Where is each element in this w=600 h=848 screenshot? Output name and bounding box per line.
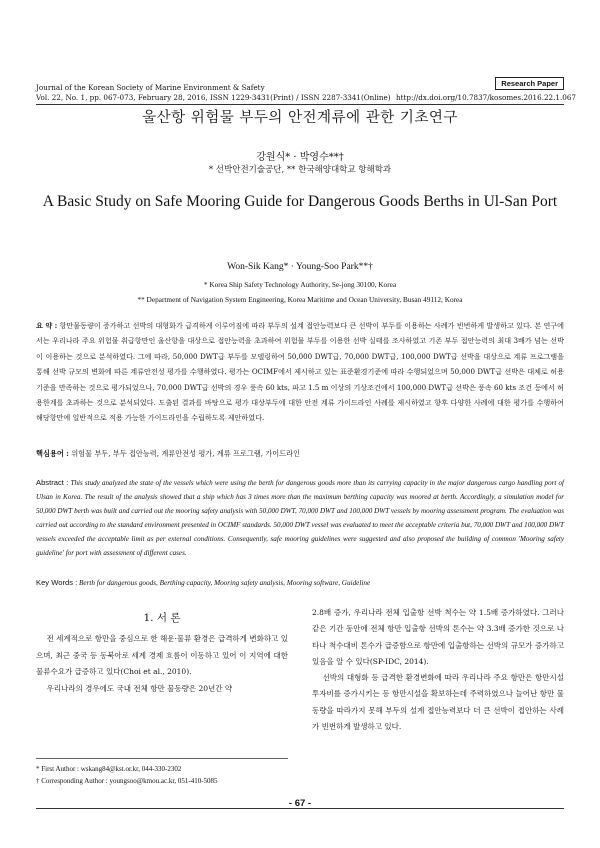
abstract-korean-text: 항만물동량이 증가하고 선박의 대형화가 급격하게 이루어짐에 따라 부두의 설계 접안능력보다 큰 선박이 부두를 이용하는 사례가 빈번하게 발생하고 있다. 본 연구에서는 우리나라 주요 위험물 취급항만인 울산항을 대상으로 접안능력을 초과하여 위험물 부두를 이용한 선박 실태를 조사하였고 기존 부두 접안능력의 최대 3배가 넘는 선박이 이용하는 것으로 분석하였다. 그에 따라, 50,000 DWT급 부두를 모델링하여 50,000 DWT급, 70,000 DWT급, 100,000 DWT급 선박을 대상으로 계류 프로그램을 통해 선박 규모의 변화에 따른 계류안전성 평가를 수행하였다. 평가는 OCIMF에서 제시하고 있는 표준환경기준에 따라 수행되었으며 50,000 DWT급 선박은 대체로 허용기준을 만족하는 것으로 평가되었으나, 70,000 DWT급 선박의 경우 풍속 60 kts, 파고 1.5 m 이상의 기상조건에서 100,000 DWT급 선박은 풍속 60 kts 조건 등에서 허용한계를 초과하는 것으로 분석되었다. 도출된 결과를 바탕으로 평가 대상부두에 대한 안전 계류 가이드라인 사례를 제시하였고 향후 다양한 사례에 대한 평가를 수행하여 해당항만에 일반적으로 적용 가능한 가이드라인을 수립하도록 제안하였다. [36, 321, 565, 423]
abstract-korean-label: 요 약 : [36, 321, 58, 330]
footer-rule [36, 808, 564, 809]
footnote-corresponding-author: † Corresponding Author : youngsoo@kmou.ac.kr, 051-410-5085 [36, 777, 218, 785]
journal-header [36, 83, 576, 103]
abstract-english [36, 476, 564, 561]
keywords-english-label: Key Words : [36, 578, 78, 587]
abstract-english-label: Abstract : [36, 478, 69, 487]
affiliation-korean: * 선박안전기술공단, ** 한국해양대학교 항해학과 [208, 165, 392, 175]
footnote-first-author: * First Author : wskang84@kst.or.kr, 044-330-2302 [36, 765, 182, 773]
keywords-english-text: Berth for dangerous goods, Berthing capacity, Mooring safety analysis, Mooring software, Guideline [79, 579, 371, 587]
title-english: A Basic Study on Safe Mooring Guide for Dangerous Goods Berths in Ul-San Port [42, 193, 558, 210]
header-rule [36, 104, 564, 105]
volume-info: Vol. 22, No. 1, pp. 067-073, February 28, 2016, ISSN 1229-3431(Print) / ISSN 2287-3341(Online) [36, 93, 391, 102]
keywords-korean-text: 위험물 부두, 부두 접안능력, 계류안전성 평가, 계류 프로그램, 가이드라인 [71, 449, 301, 458]
doi-link[interactable]: http://dx.doi.org/10.7837/kosomes.2016.22.1.067 [396, 93, 576, 102]
page-number: - 67 - [288, 798, 312, 809]
keywords-english [36, 578, 564, 587]
title-korean: 울산항 위험물 부두의 안전계류에 관한 기초연구 [142, 110, 458, 126]
journal-name: Journal of the Korean Society of Marine Environment & Safety [36, 83, 265, 92]
abstract-english-text: This study analyzed the state of the vessels which were using the berth for dangerous goods more than its carrying capacity in the major dangerous cargo handling port of Ulsan in Korea. The result of the analysis showed that a ship which has 3 times more than the maximum berthing capacity was moored at berth. Accordingly, a simulation model for 50,000 DWT berth was built and carried out the mooring safety analysis with 50,000 DWT, 70,000 DWT and 100,000 DWT vessels by mooring assessment program. The evaluation was carried out according to the standard environment presented in OCIMF standards. 50,000 DWT vessel was evaluated to meet the acceptable criteria but, 70,000 DWT and 100,000 DWT vessels exceeded the acceptable limit as per external conditions. Consequently, safe mooring guidelines were suggested and also proposed the building of common 'Mooring safety guideline' for port with assessment of different cases. [36, 479, 564, 558]
authors-korean: 강원식* · 박영수**† [256, 152, 344, 163]
journal-meta-row [36, 93, 576, 103]
abstract-korean [36, 318, 564, 426]
keywords-korean-label: 핵심용어 : [36, 449, 69, 458]
research-paper-badge: Research Paper [495, 77, 564, 90]
affiliation-english-2: ** Department of Navigation System Engineering, Korea Maritime and Ocean University, Busan 49112, Korea [137, 295, 463, 304]
paragraph: 선박의 대형화 등 급격한 환경변화에 따라 우리나라 주요 항만은 항만시설 투자비를 증가시키는 등 항만시설을 확보하는데 주력하였으나 늘어난 항만 물동량을 따라가지 못해 부두의 설계 접안능력보다 더 큰 선박이 접안하는 사례가 빈번하게 발생하고 있다. [312, 673, 564, 732]
affiliation-english-1: * Korea Ship Safety Technology Authority, Se-jong 30100, Korea [203, 280, 397, 289]
section-heading: 1. 서 론 [143, 612, 181, 624]
paragraph: 우리나라의 경우에도 국내 전체 항만 물동량은 20년간 약 [46, 683, 233, 693]
keywords-korean [36, 449, 564, 459]
footnotes [36, 758, 288, 787]
authors-english: Won-Sik Kang* · Young-Soo Park**† [227, 262, 373, 272]
body-column-left [36, 598, 288, 697]
paragraph: 2.8배 증가, 우리나라 전체 입출항 선박 척수는 약 1.5배 증가하였다. 그러나 같은 기간 동안에 전체 항만 입출항 선박의 톤수는 약 3.3배 증가한 것으로 나타나 척수대비 톤수가 급증함으로 항만에 입출항하는 선박의 규모가 증가하고 있음을 알 수 있다(SP-IDC, 2014). [312, 608, 564, 666]
affiliation-english [0, 277, 600, 307]
paragraph: 전 세계적으로 항만을 중심으로 한 해운·물류 환경은 급격하게 변화하고 있으며, 최근 중국 등 동북아로 세계 경제 흐름이 이동하고 있어 이 지역에 대한 물류수요가 급증하고 있다(Choi et al., 2010). [36, 634, 288, 677]
body-column-right [312, 598, 564, 735]
